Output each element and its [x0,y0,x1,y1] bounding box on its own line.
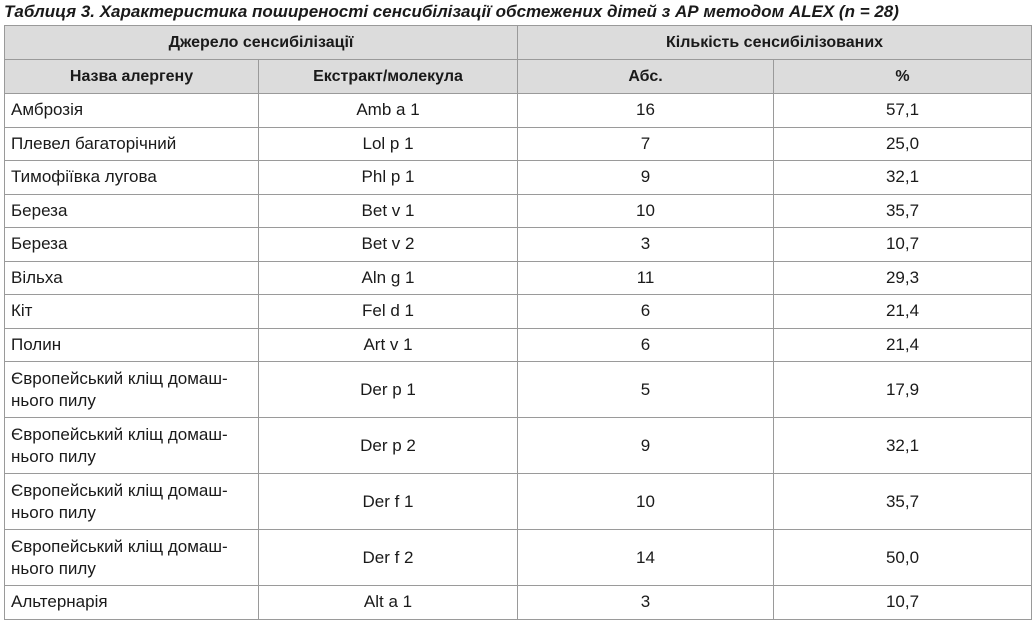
allergen-name-continued: нього пилу [11,502,96,522]
percent-cell: 29,3 [774,261,1032,295]
extract-cell: Art v 1 [259,328,518,362]
header-column-row [5,60,1032,94]
allergen-name: Європейський кліщ домаш- [11,480,228,500]
table-row [5,228,1032,262]
percent-cell: 10,7 [774,228,1032,262]
percent-cell: 21,4 [774,328,1032,362]
allergen-name-cell [5,586,259,620]
sensitization-table [4,25,1032,620]
abs-count-cell: 11 [518,261,774,295]
table-row [5,194,1032,228]
allergen-name: Полин [11,334,62,354]
header-group-source: Джерело сенсибілізації [5,26,518,60]
allergen-name: Береза [11,234,68,254]
table-row [5,328,1032,362]
allergen-name-cell [5,127,259,161]
abs-count-cell: 3 [518,228,774,262]
percent-cell: 32,1 [774,418,1032,474]
percent-cell: 50,0 [774,530,1032,586]
allergen-name-cell [5,474,259,530]
table-row [5,295,1032,329]
table-row [5,474,1032,530]
header-col-pct: % [774,60,1032,94]
abs-count-cell: 7 [518,127,774,161]
allergen-name: Тимофіївка лугова [11,167,157,187]
header-col-name: Назва алергену [5,60,259,94]
table-row [5,161,1032,195]
abs-count-cell: 6 [518,295,774,329]
extract-cell: Alt a 1 [259,586,518,620]
table-row [5,586,1032,620]
percent-cell: 35,7 [774,474,1032,530]
allergen-name-cell [5,295,259,329]
extract-cell: Der p 1 [259,362,518,418]
percent-cell: 21,4 [774,295,1032,329]
allergen-name-cell [5,161,259,195]
extract-cell: Bet v 1 [259,194,518,228]
allergen-name: Європейський кліщ домаш- [11,424,228,444]
allergen-name-cell [5,94,259,128]
abs-count-cell: 16 [518,94,774,128]
allergen-name-cell [5,261,259,295]
allergen-name: Плевел багаторічний [11,133,177,153]
allergen-name: Вільха [11,267,63,287]
table-body [5,94,1032,620]
allergen-name-cell [5,194,259,228]
allergen-name-continued: нього пилу [11,446,96,466]
table-caption: Таблиця 3. Характеристика поширеності сенсибілізації обстежених дітей з АР методом ALEX (n = 28) [4,2,899,21]
percent-cell: 57,1 [774,94,1032,128]
extract-cell: Der f 2 [259,530,518,586]
extract-cell: Phl p 1 [259,161,518,195]
allergen-name: Береза [11,200,68,220]
extract-cell: Amb a 1 [259,94,518,128]
allergen-name-continued: нього пилу [11,390,96,410]
table-row [5,418,1032,474]
percent-cell: 25,0 [774,127,1032,161]
percent-cell: 17,9 [774,362,1032,418]
percent-cell: 10,7 [774,586,1032,620]
extract-cell: Der p 2 [259,418,518,474]
table-row [5,127,1032,161]
extract-cell: Aln g 1 [259,261,518,295]
abs-count-cell: 3 [518,586,774,620]
allergen-name: Європейський кліщ домаш- [11,536,228,556]
abs-count-cell: 10 [518,194,774,228]
allergen-name: Європейський кліщ домаш- [11,368,228,388]
percent-cell: 32,1 [774,161,1032,195]
extract-cell: Fel d 1 [259,295,518,329]
allergen-name-cell [5,228,259,262]
allergen-name-cell [5,362,259,418]
table-row [5,362,1032,418]
table-row [5,94,1032,128]
abs-count-cell: 9 [518,161,774,195]
allergen-name-continued: нього пилу [11,558,96,578]
abs-count-cell: 9 [518,418,774,474]
allergen-name: Альтернарія [11,592,108,612]
table-row [5,530,1032,586]
allergen-name-cell [5,328,259,362]
table-row [5,261,1032,295]
header-col-abs: Абс. [518,60,774,94]
allergen-name-cell [5,418,259,474]
allergen-name-cell [5,530,259,586]
extract-cell: Bet v 2 [259,228,518,262]
extract-cell: Der f 1 [259,474,518,530]
abs-count-cell: 6 [518,328,774,362]
abs-count-cell: 5 [518,362,774,418]
header-col-extract: Екстракт/молекула [259,60,518,94]
allergen-name: Кіт [11,301,33,321]
table-header [5,26,1032,94]
allergen-name: Амброзія [11,100,84,120]
header-group-count: Кількість сенсибілізованих [518,26,1032,60]
header-group-row [5,26,1032,60]
percent-cell: 35,7 [774,194,1032,228]
abs-count-cell: 10 [518,474,774,530]
abs-count-cell: 14 [518,530,774,586]
extract-cell: Lol p 1 [259,127,518,161]
